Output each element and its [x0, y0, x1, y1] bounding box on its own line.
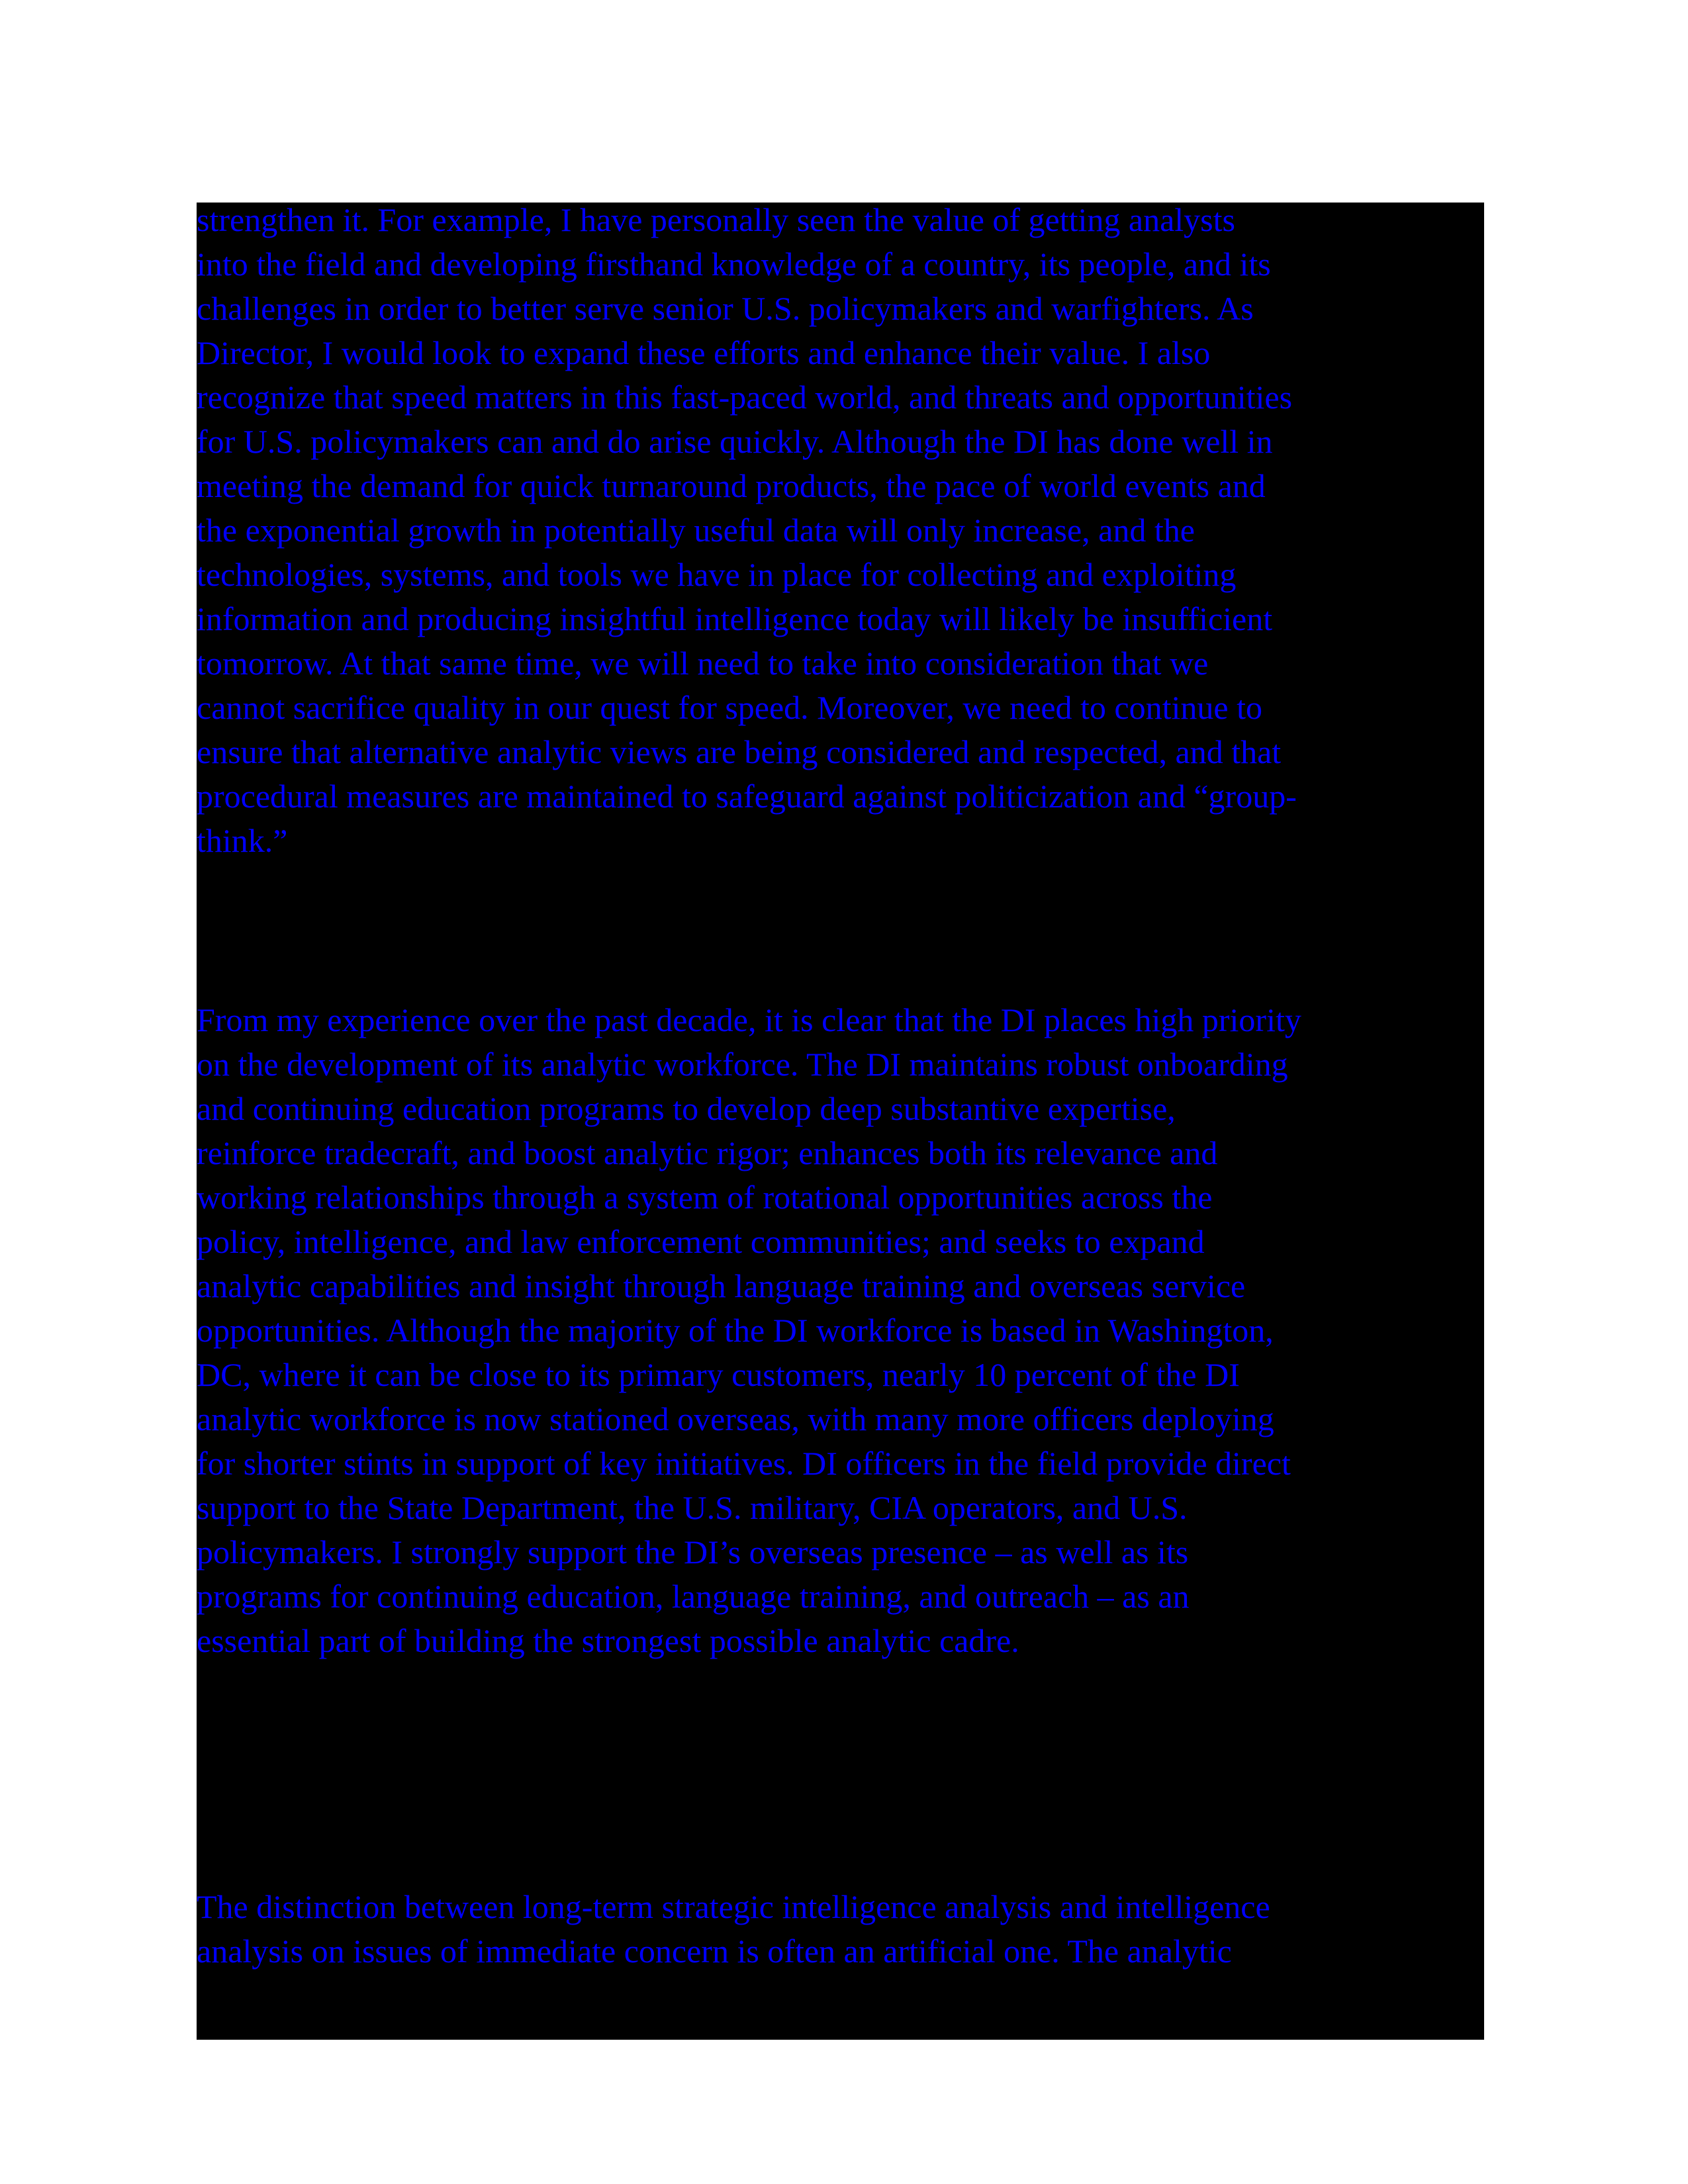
text-line: the exponential growth in potentially useful data will only increase, and the — [197, 512, 1195, 549]
paragraph-2 — [197, 998, 1487, 1663]
text-line: opportunities. Although the majority of the DI workforce is based in Washington, — [197, 1312, 1274, 1349]
text-line: strengthen it. For example, I have personally seen the value of getting analysts — [197, 201, 1235, 238]
text-line: meeting the demand for quick turnaround products, the pace of world events and — [197, 467, 1266, 504]
text-line: think.” — [197, 822, 288, 859]
text-line: reinforce tradecraft, and boost analytic rigor; enhances both its relevance and — [197, 1134, 1218, 1171]
text-line: policy, intelligence, and law enforcement communities; and seeks to expand — [197, 1223, 1205, 1260]
text-line: cannot sacrifice quality in our quest for speed. Moreover, we need to continue to — [197, 689, 1262, 726]
text-line: policymakers. I strongly support the DI’s overseas presence – as well as its — [197, 1533, 1189, 1570]
text-line: analytic workforce is now stationed overseas, with many more officers deploying — [197, 1400, 1274, 1437]
text-line: and continuing education programs to develop deep substantive expertise, — [197, 1090, 1176, 1127]
text-line: support to the State Department, the U.S. military, CIA operators, and U.S. — [197, 1489, 1188, 1526]
text-line: analytic capabilities and insight through language training and overseas service — [197, 1267, 1246, 1304]
text-line: on the development of its analytic workforce. The DI maintains robust onboarding — [197, 1046, 1288, 1083]
text-line: procedural measures are maintained to safeguard against politicization and “group- — [197, 778, 1297, 815]
text-line: ensure that alternative analytic views are being considered and respected, and that — [197, 733, 1282, 770]
text-line: tomorrow. At that same time, we will need to take into consideration that we — [197, 645, 1209, 682]
text-line: working relationships through a system of rotational opportunities across the — [197, 1179, 1213, 1216]
text-line: technologies, systems, and tools we have in place for collecting and exploiting — [197, 556, 1237, 593]
text-line: for U.S. policymakers can and do arise quickly. Although the DI has done well in — [197, 423, 1273, 460]
text-line: programs for continuing education, language training, and outreach – as an — [197, 1578, 1190, 1615]
text-line: challenges in order to better serve senior U.S. policymakers and warfighters. As — [197, 290, 1254, 327]
text-line: DC, where it can be close to its primary customers, nearly 10 percent of the DI — [197, 1356, 1240, 1393]
paragraph-1 — [197, 198, 1487, 863]
text-line: essential part of building the strongest possible analytic cadre. — [197, 1622, 1019, 1659]
text-line: recognize that speed matters in this fast-paced world, and threats and opportunities — [197, 379, 1293, 416]
text-line: information and producing insightful intelligence today will likely be insufficient — [197, 600, 1273, 637]
text-line: Director, I would look to expand these efforts and enhance their value. I also — [197, 334, 1211, 371]
paragraph-3 — [197, 1885, 1487, 1974]
text-line: into the field and developing firsthand knowledge of a country, its people, and its — [197, 246, 1271, 283]
text-line: analysis on issues of immediate concern is often an artificial one. The analytic — [197, 1933, 1232, 1970]
text-line: The distinction between long-term strategic intelligence analysis and intelligence — [197, 1888, 1270, 1925]
text-line: From my experience over the past decade, it is clear that the DI places high priority — [197, 1001, 1301, 1038]
text-line: for shorter stints in support of key initiatives. DI officers in the field provide direct — [197, 1445, 1291, 1482]
